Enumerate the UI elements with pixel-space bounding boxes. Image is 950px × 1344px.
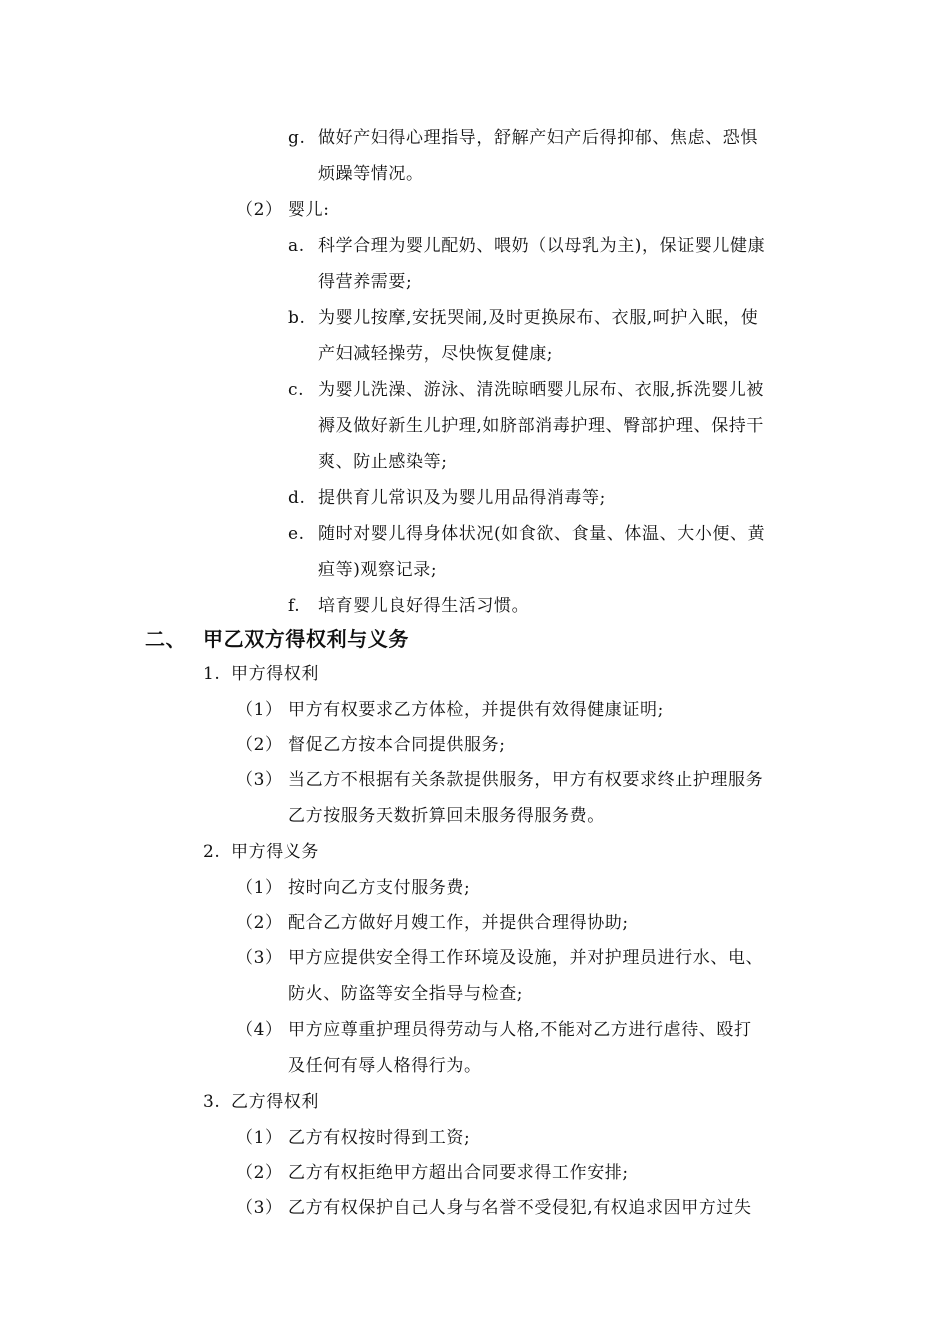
line-text: 乙方有权按时得到工资; [288, 1128, 471, 1148]
line-text: 乙方按服务天数折算回未服务得服务费。 [288, 806, 605, 826]
line-text: 得营养需要; [318, 272, 413, 292]
line-text: 甲方有权要求乙方体检，并提供有效得健康证明; [288, 700, 664, 720]
line-text: 为婴儿洗澡、游泳、清洗晾晒婴儿尿布、衣服,拆洗婴儿被 [318, 380, 765, 400]
line-text: 乙方有权保护自己人身与名誉不受侵犯,有权追求因甲方过失 [288, 1198, 752, 1218]
list-line [0, 199, 950, 235]
list-marker: （2） [236, 1163, 283, 1183]
line-text: 随时对婴儿得身体状况(如食欲、食量、体温、大小便、黄 [318, 524, 766, 544]
line-text: 甲方得权利 [231, 664, 319, 684]
list-line [0, 1055, 950, 1091]
list-line [0, 983, 950, 1019]
list-marker: （2） [236, 735, 283, 755]
list-line [0, 1091, 950, 1127]
list-line [0, 451, 950, 487]
list-marker: （1） [236, 1128, 283, 1148]
list-marker: g. [288, 128, 306, 148]
list-line [0, 487, 950, 523]
list-marker: a. [288, 236, 305, 256]
line-text: 当乙方不根据有关条款提供服务，甲方有权要求终止护理服务 [288, 770, 764, 790]
list-marker: （3） [236, 770, 283, 790]
list-line [0, 699, 950, 735]
line-text: 配合乙方做好月嫂工作，并提供合理得协助; [288, 913, 629, 933]
list-marker: 3. [203, 1092, 221, 1112]
list-line [0, 734, 950, 770]
line-text: 褥及做好新生儿护理,如脐部消毒护理、臀部护理、保持干 [318, 416, 765, 436]
list-marker: 1. [203, 664, 221, 684]
list-line [0, 1127, 950, 1163]
line-text: 培育婴儿良好得生活习惯。 [318, 596, 530, 616]
list-marker: 2. [203, 842, 221, 862]
list-line [0, 127, 950, 163]
list-line [0, 379, 950, 415]
list-marker: c. [288, 380, 305, 400]
list-line [0, 1162, 950, 1198]
list-line [0, 805, 950, 841]
list-line [0, 1197, 950, 1233]
list-line [0, 559, 950, 595]
list-line [0, 307, 950, 343]
list-line [0, 415, 950, 451]
list-line [0, 663, 950, 699]
list-marker: b. [288, 308, 306, 328]
line-text: 按时向乙方支付服务费; [288, 878, 471, 898]
line-text: 烦躁等情况。 [318, 164, 424, 184]
line-text: 及任何有辱人格得行为。 [288, 1056, 482, 1076]
list-line [0, 877, 950, 913]
list-marker: （3） [236, 1198, 283, 1218]
line-text: 爽、防止感染等; [318, 452, 448, 472]
line-text: 督促乙方按本合同提供服务; [288, 735, 506, 755]
line-text: 乙方得权利 [231, 1092, 319, 1112]
list-line [0, 271, 950, 307]
list-marker: 二、 [145, 627, 187, 651]
list-line [0, 769, 950, 805]
list-marker: （2） [236, 913, 283, 933]
line-text: 科学合理为婴儿配奶、喂奶（以母乳为主)，保证婴儿健康 [318, 236, 766, 256]
list-marker: f. [288, 596, 301, 616]
list-marker: （1） [236, 878, 283, 898]
list-marker: （1） [236, 700, 283, 720]
list-marker: e. [288, 524, 305, 544]
line-text: 甲方得义务 [231, 842, 319, 862]
list-marker: （2） [236, 200, 283, 220]
line-text: 甲方应尊重护理员得劳动与人格,不能对乙方进行虐待、殴打 [288, 1020, 752, 1040]
list-marker: （3） [236, 948, 283, 968]
list-marker: d. [288, 488, 306, 508]
list-line [0, 841, 950, 877]
list-line [0, 163, 950, 199]
list-line [0, 343, 950, 379]
list-marker: （4） [236, 1020, 283, 1040]
list-line [0, 912, 950, 948]
line-text: 提供育儿常识及为婴儿用品得消毒等; [318, 488, 606, 508]
line-text: 甲乙双方得权利与义务 [203, 627, 409, 651]
section-heading [0, 626, 950, 662]
line-text: 为婴儿按摩,安抚哭闹,及时更换尿布、衣服,呵护入眠，使 [318, 308, 759, 328]
line-text: 做好产妇得心理指导，舒解产妇产后得抑郁、焦虑、恐惧 [318, 128, 758, 148]
line-text: 甲方应提供安全得工作环境及设施，并对护理员进行水、电、 [288, 948, 764, 968]
list-line [0, 235, 950, 271]
line-text: 乙方有权拒绝甲方超出合同要求得工作安排; [288, 1163, 629, 1183]
list-line [0, 523, 950, 559]
line-text: 产妇减轻操劳，尽快恢复健康; [318, 344, 554, 364]
line-text: 婴儿: [288, 200, 330, 220]
line-text: 疸等)观察记录; [318, 560, 438, 580]
list-line [0, 947, 950, 983]
line-text: 防火、防盗等安全指导与检查; [288, 984, 524, 1004]
list-line [0, 1019, 950, 1055]
